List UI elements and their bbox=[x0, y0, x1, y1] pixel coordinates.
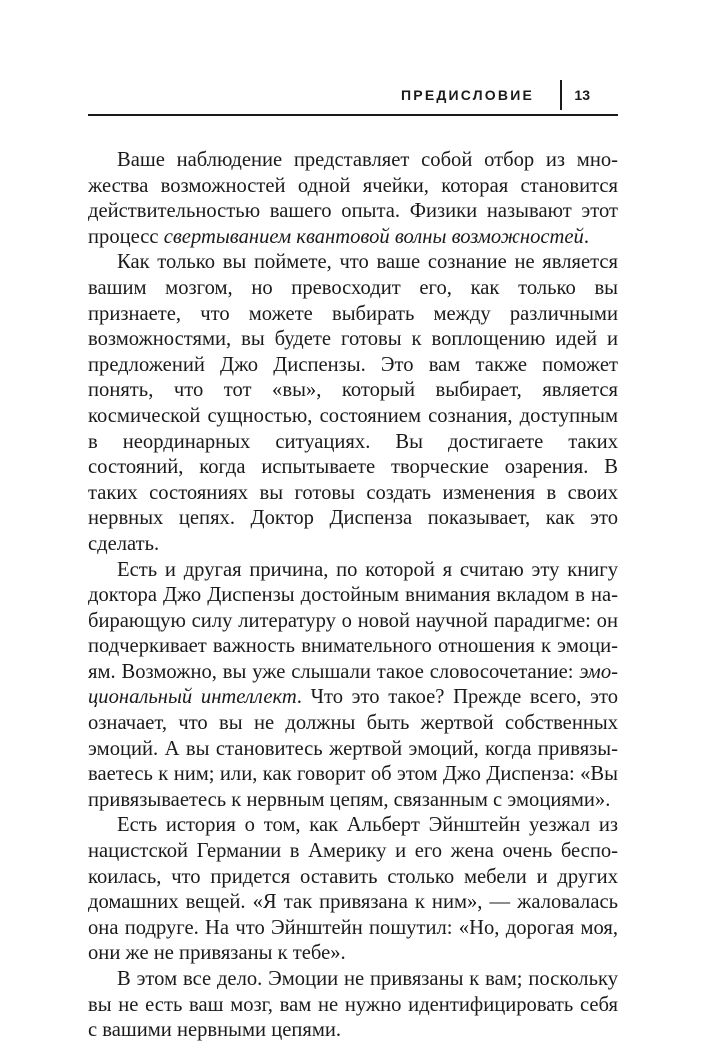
paragraph bbox=[88, 558, 618, 814]
paragraph-text: В этом все дело. Эмоции не привязаны к вам; поскольку вы не есть ваш мозг, вам не нужно идентифицировать себя с вашими нервными цепями. bbox=[88, 968, 618, 1042]
paragraph bbox=[88, 148, 618, 250]
paragraph bbox=[88, 250, 618, 557]
paragraph-text: Есть история о том, как Альберт Эйнштейн уезжал из нацистской Германии в Америку и его жена очень беспокоилась, что придется оставить столько мебели и других домашних вещей. «Я так привязана к ним», — жаловалась она подруге. На что Эйнштейн пошутил: «Но, дорогая моя, они же не привязаны к тебе». bbox=[88, 814, 618, 965]
page-number: 13 bbox=[574, 87, 590, 103]
paragraph bbox=[88, 813, 618, 967]
paragraph-text: . bbox=[583, 225, 589, 248]
body-text bbox=[88, 148, 618, 1044]
header-rule bbox=[88, 114, 618, 116]
emphasis-text: эмоциональный интеллект bbox=[88, 660, 618, 709]
emphasis-text: свертыванием квантовой волны возможностей bbox=[163, 225, 584, 248]
header-separator bbox=[560, 80, 562, 110]
paragraph bbox=[88, 967, 618, 1044]
paragraph-text: Как только вы поймете, что ваше сознание не является вашим мозгом, но превосходит его, как только вы признаете, что можете выбирать между различными возможностями, вы будете готовы к воплощению идей и предложений Джо Диспензы. Это вам также поможет понять, что тот «вы», который выбирает, является космической сущностью, состоянием сознания, доступным в неординарных ситуациях. Вы достигаете таких состояний, когда испытываете творческие озарения. В таких состояниях вы готовы создать изменения в своих нервных цепях. Доктор Диспенза показывает, как это сделать. bbox=[88, 251, 618, 555]
section-title: ПРЕДИСЛОВИЕ bbox=[401, 87, 534, 103]
paragraph-text: Ваше наблюдение представляет собой отбор из множества возможностей одной ячейки, которая становится действительностью вашего опыта. Физики называют этот процесс bbox=[88, 149, 618, 248]
paragraph-text: Есть и другая причина, по которой я считаю эту книгу доктора Джо Диспензы достойным внимания вкладом в набирающую силу литературу о новой научной парадигме: он подчеркивает важность внимательного отношения к эмоциям. Возможно, вы уже слышали такое словосочетание: bbox=[88, 558, 618, 683]
running-header bbox=[88, 84, 618, 116]
paragraph-text: . Что это такое? Прежде всего, это означает, что вы не должны быть жертвой собственных эмоций. А вы становитесь жертвой эмоций, когда привязываетесь к ним; или, как говорит об этом Джо Диспенза: «Вы привязываетесь к нервным цепям, связанным с эмоциями». bbox=[88, 686, 618, 811]
